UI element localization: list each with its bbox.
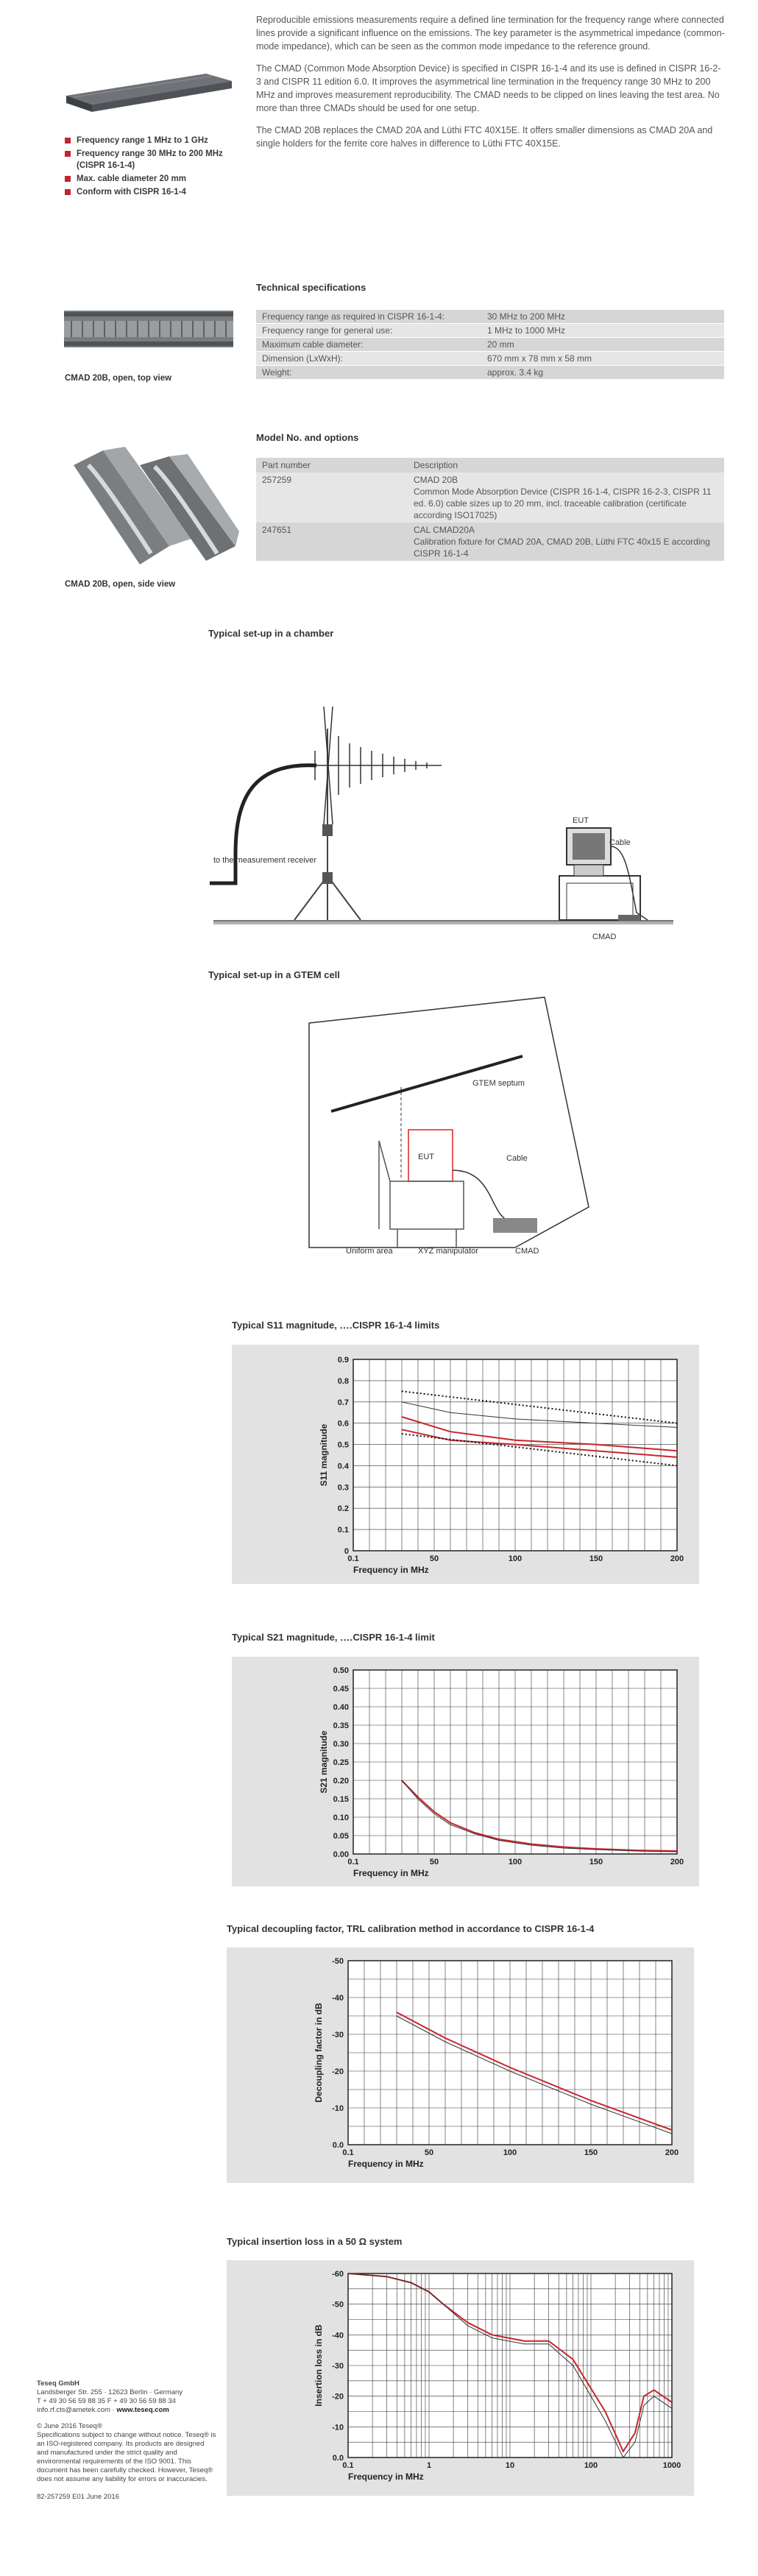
y-tick-label: 0.10 <box>333 1814 349 1822</box>
label-septum: GTEM septum <box>472 1079 525 1088</box>
x-tick-label: 100 <box>584 2461 598 2470</box>
chart-panel-insertion <box>227 2260 694 2496</box>
email-link[interactable]: info.rf.cts@ametek.com <box>37 2406 110 2414</box>
y-tick-label: 0.30 <box>333 1740 349 1749</box>
web-link[interactable]: www.teseq.com <box>116 2406 169 2414</box>
table-row <box>256 310 724 324</box>
column-header: Part number <box>256 458 408 473</box>
x-tick-label: 50 <box>424 2148 434 2157</box>
y-tick-label: 0.45 <box>333 1685 349 1694</box>
chart-panel-decoupling <box>227 1947 694 2183</box>
chart-title-s21: Typical S21 magnitude, ․․․․CISPR 16-1-4 limit <box>232 1632 435 1643</box>
y-tick-label: -10 <box>332 2423 344 2432</box>
spec-value: 1 MHz to 1000 MHz <box>481 324 724 338</box>
intro-paragraph: Reproducible emissions measurements require a defined line termination for the frequency range where connected lines provide a significant influence on the emissions. The key parameter is the asymmetrical impedance (common-mode impedance), which can be seen as the common mode impedance to the reference ground. <box>256 15 725 52</box>
y-tick-label: 0 <box>344 1547 349 1556</box>
company-name: Teseq GmbH <box>37 2379 79 2388</box>
mast-clamp <box>322 824 333 836</box>
x-tick-label: 0.1 <box>347 1554 359 1563</box>
intro-paragraph: The CMAD 20B replaces the CMAD 20A and Lüthi FTC 40X15E. It offers smaller dimensions as CMAD 20A and single holders for the ferrite core halves in difference to Lüthi FTC 40X15E. <box>256 125 713 149</box>
feature-text: Conform with CISPR 16-1-4 <box>77 188 186 197</box>
y-tick-label: 0.40 <box>333 1703 349 1712</box>
part-number: 257259 <box>256 473 408 523</box>
intro-paragraph: The CMAD (Common Mode Absorption Device) is specified in CISPR 16-1-4 and its use is defined in CISPR 16-2-3 and CISPR 11 edition 6.0. It improves the asymmetrical line termination in the frequency range 30 MHz to 200 MHz and improves measurement reproducibility. The CMAD needs to be clipped on lines leaving the test area. No more than three CMADs should be used for one setup. <box>256 63 721 113</box>
x-tick-label: 200 <box>665 2148 679 2157</box>
chart-s21 <box>232 1657 699 1886</box>
table-row <box>256 523 724 561</box>
y-tick-label: 0.5 <box>337 1440 349 1450</box>
tech-spec-table <box>256 309 724 379</box>
y-tick-label: -40 <box>332 1994 344 2003</box>
cmad-icon <box>618 915 640 921</box>
x-tick-label: 150 <box>589 1554 603 1563</box>
model-table <box>256 458 724 561</box>
spec-value: 30 MHz to 200 MHz <box>481 310 724 324</box>
eut-monitor-icon <box>567 828 611 876</box>
y-tick-label: -30 <box>332 2362 344 2371</box>
x-tick-label: 100 <box>503 2148 517 2157</box>
intro-text <box>256 13 726 159</box>
document-code: 82-257259 E01 June 2016 <box>37 2493 119 2501</box>
y-tick-label: -50 <box>332 1957 344 1966</box>
y-tick-label: -30 <box>332 2031 344 2039</box>
label-cmad: CMAD <box>515 1247 539 1256</box>
phone: T + 49 30 56 59 88 35 F + 49 30 56 59 88 34 <box>37 2397 176 2405</box>
y-tick-label: 0.0 <box>332 2141 344 2150</box>
chart-title-insertion: Typical insertion loss in a 50 Ω system <box>227 2236 403 2247</box>
y-tick-label: 0.0 <box>332 2454 344 2463</box>
measurement-cable <box>210 765 316 883</box>
y-axis-label: S21 magnitude <box>319 1730 329 1794</box>
y-tick-label: 0.8 <box>337 1376 349 1386</box>
tech-spec-title: Technical specifications <box>256 282 366 293</box>
label-eut: EUT <box>573 816 589 825</box>
x-tick-label: 0.1 <box>347 1858 359 1866</box>
feature-item <box>65 173 241 185</box>
x-tick-label: 200 <box>670 1554 684 1563</box>
spec-value: approx. 3.4 kg <box>481 366 724 380</box>
spec-label: Weight: <box>256 366 481 380</box>
y-tick-label: -20 <box>332 2067 344 2076</box>
y-tick-label: 0.00 <box>333 1850 349 1859</box>
y-tick-label: 0.20 <box>333 1777 349 1786</box>
label-cable: Cable <box>609 838 631 847</box>
bullet-icon <box>65 138 71 144</box>
description-title: CAL CMAD20A <box>414 525 475 535</box>
contact-line: info.rf.cts@ametek.com · www.teseq.com <box>37 2406 169 2414</box>
spec-label: Dimension (LxWxH): <box>256 352 481 366</box>
y-axis-label: Insertion loss in dB <box>314 2324 324 2407</box>
feature-item <box>65 135 241 146</box>
description-cell <box>408 523 724 561</box>
caption-top-view: CMAD 20B, open, top view <box>65 374 172 383</box>
spec-value: 20 mm <box>481 338 724 352</box>
feature-text: Frequency range 30 MHz to 200 MHz (CISPR 16-1-4) <box>77 149 223 170</box>
spec-label: Maximum cable diameter: <box>256 338 481 352</box>
y-tick-label: 0.35 <box>333 1722 349 1730</box>
label-eut: EUT <box>418 1153 434 1161</box>
x-tick-label: 150 <box>584 2148 598 2157</box>
description-text: Common Mode Absorption Device (CISPR 16-1-4, CISPR 16-2-3, CISPR 11 ed. 6.0) cable sizes up to 20 mm, incl. traceable calibration (certificate according ISO17025) <box>414 486 712 520</box>
feature-item <box>65 148 241 171</box>
part-number: 247651 <box>256 523 408 561</box>
y-tick-label: 0.15 <box>333 1795 349 1804</box>
description-cell <box>408 473 724 523</box>
x-tick-label: 50 <box>429 1554 439 1563</box>
x-tick-label: 100 <box>508 1554 523 1563</box>
x-tick-label: 10 <box>505 2461 515 2470</box>
description-text: Calibration fixture for CMAD 20A, CMAD 20B, Lüthi FTC 40x15 E according CISPR 16-1-4 <box>414 537 710 559</box>
table-row <box>256 352 724 366</box>
table-row <box>256 473 724 523</box>
chamber-diagram <box>206 662 677 942</box>
x-axis-label: Frequency in MHz <box>353 1868 429 1878</box>
y-axis-label: S11 magnitude <box>319 1423 329 1487</box>
y-tick-label: 0.6 <box>337 1419 349 1429</box>
x-axis-label: Frequency in MHz <box>348 2159 424 2169</box>
table-row <box>256 366 724 380</box>
label-cmad: CMAD <box>592 933 617 941</box>
label-xyz: XYZ manipulator <box>418 1247 478 1256</box>
grid <box>353 1359 677 1551</box>
cmad-icon <box>493 1218 537 1233</box>
y-tick-label: -10 <box>332 2104 344 2113</box>
bullet-icon <box>65 151 71 157</box>
feature-text: Frequency range 1 MHz to 1 GHz <box>77 136 208 145</box>
label-cable: Cable <box>506 1154 528 1163</box>
y-tick-label: 0.1 <box>337 1526 349 1535</box>
feature-item <box>65 186 241 198</box>
x-tick-label: 0.1 <box>342 2148 354 2157</box>
address: Landsberger Str. 255 · 12623 Berlin · Germany <box>37 2388 183 2396</box>
chart-panel-s11 <box>232 1345 699 1584</box>
y-tick-label: 0.25 <box>333 1758 349 1767</box>
eut-table <box>559 876 640 920</box>
antenna-icon <box>309 707 442 824</box>
x-tick-label: 0.1 <box>342 2461 354 2470</box>
model-title: Model No. and options <box>256 432 359 443</box>
chart-title-s11: Typical S11 magnitude, ․․․․CISPR 16-1-4 limits <box>232 1320 440 1331</box>
x-axis-label: Frequency in MHz <box>353 1565 429 1575</box>
x-tick-label: 50 <box>429 1858 439 1866</box>
grid <box>353 1670 677 1854</box>
spec-label: Frequency range for general use: <box>256 324 481 338</box>
chart-decoupling <box>227 1947 694 2183</box>
disclaimer: Specifications subject to change without notice. Teseq® is an ISO-registered company. Its products are designed and manufactured under the strict quality and environmental requirements of the ISO 9001. This document has been carefully checked. However, Teseq® does not assume any liability for errors or inaccuracies. <box>37 2431 216 2483</box>
x-tick-label: 100 <box>508 1858 523 1866</box>
y-tick-label: 0.7 <box>337 1398 349 1407</box>
spec-value: 670 mm x 78 mm x 58 mm <box>481 352 724 366</box>
column-header: Description <box>408 458 724 473</box>
table-row <box>256 338 724 352</box>
gtem-diagram <box>294 994 603 1266</box>
chart-panel-s21 <box>232 1657 699 1886</box>
y-tick-label: 0.3 <box>337 1483 349 1493</box>
chart-title-decoupling: Typical decoupling factor, TRL calibration method in accordance to CISPR 16-1-4 <box>227 1923 595 1934</box>
y-tick-label: 0.9 <box>337 1356 349 1365</box>
y-tick-label: 0.50 <box>333 1666 349 1675</box>
grid <box>348 1961 672 2145</box>
y-tick-label: -50 <box>332 2300 344 2310</box>
y-tick-label: 0.2 <box>337 1504 349 1514</box>
y-tick-label: -60 <box>332 2270 344 2279</box>
y-tick-label: 0.4 <box>337 1462 349 1471</box>
product-image-top <box>59 59 235 118</box>
x-axis-label: Frequency in MHz <box>348 2471 424 2482</box>
gtem-title: Typical set-up in a GTEM cell <box>208 969 340 980</box>
x-tick-label: 200 <box>670 1858 684 1866</box>
y-tick-label: -40 <box>332 2331 344 2340</box>
y-axis-label: Decoupling factor in dB <box>314 2003 324 2103</box>
table-row <box>256 324 724 338</box>
chart-s11 <box>232 1345 699 1584</box>
label-uniform: Uniform area <box>346 1247 393 1256</box>
chart-insertion <box>227 2260 694 2496</box>
chamber-title: Typical set-up in a chamber <box>208 628 334 639</box>
product-image-open-top <box>60 302 237 361</box>
copyright: © June 2016 Teseq® <box>37 2422 102 2430</box>
spec-label: Frequency range as required in CISPR 16-1-4: <box>256 310 481 324</box>
footer <box>37 2379 217 2502</box>
description-title: CMAD 20B <box>414 475 458 485</box>
bullet-icon <box>65 176 71 182</box>
y-tick-label: 0.05 <box>333 1832 349 1841</box>
y-tick-label: -20 <box>332 2392 344 2402</box>
label-receiver: to the measurement receiver <box>213 856 317 865</box>
x-tick-label: 1000 <box>662 2461 681 2470</box>
product-image-side <box>59 436 243 576</box>
feature-text: Max. cable diameter 20 mm <box>77 174 186 183</box>
feature-list <box>65 135 241 199</box>
caption-side-view: CMAD 20B, open, side view <box>65 580 176 589</box>
table-header-row <box>256 458 724 473</box>
x-tick-label: 150 <box>589 1858 603 1866</box>
bullet-icon <box>65 189 71 195</box>
x-tick-label: 1 <box>426 2461 432 2470</box>
